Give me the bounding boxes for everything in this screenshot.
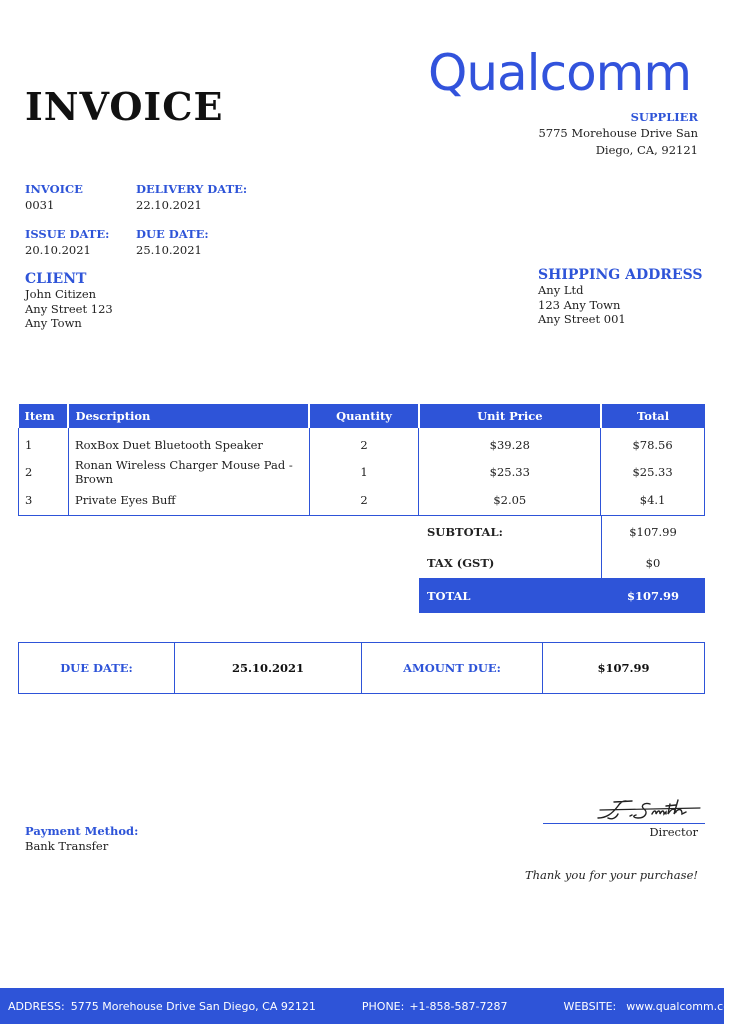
due-box-amount-label: AMOUNT DUE: [362,643,543,693]
footer-address-value: 5775 Morehouse Drive San Diego, CA 92121 [70,999,316,1013]
tax-row [419,547,705,578]
footer-website-value[interactable]: www.qualcomm.com [626,999,741,1013]
delivery-date-value: 22.10.2021 [136,198,202,212]
payment-method-label: Payment Method: [25,824,139,838]
payment-method-value: Bank Transfer [25,839,109,853]
client-label: CLIENT [25,271,87,287]
due-box-date-label: DUE DATE: [19,643,175,693]
client-line: Any Town [25,316,82,330]
footer-website-label: WEBSITE: [563,999,617,1013]
signature-image [592,796,704,824]
totals-block [419,516,705,613]
cell-total: $4.1 [639,493,666,508]
due-box-date-value: 25.10.2021 [175,643,362,693]
col-header-quantity: Quantity [309,404,419,428]
col-header-description: Description [68,404,309,428]
due-box-amount-value: $107.99 [597,661,650,675]
thank-you-note: Thank you for your purchase! [524,868,698,882]
items-table [18,404,705,516]
supplier-address-line1: 5775 Morehouse Drive San [538,126,698,140]
invoice-number-value: 0031 [25,198,55,212]
total-label: TOTAL [427,588,471,603]
footer-phone-label: PHONE: [361,999,405,1013]
cell-quantity: 2 [309,428,419,457]
total-row [419,578,705,613]
table-row [19,486,705,515]
cell-item: 2 [19,457,69,486]
invoice-number-label: INVOICE [25,182,83,196]
col-header-item: Item [19,404,69,428]
issue-date-value: 20.10.2021 [25,243,91,257]
issue-date-label: ISSUE DATE: [25,227,110,241]
subtotal-value: $107.99 [629,524,677,539]
payment-block [25,824,138,854]
client-block [25,271,113,331]
shipping-block [538,267,702,327]
due-date-label: DUE DATE: [136,227,209,241]
table-header-row [19,404,705,428]
shipping-line: Any Ltd [538,283,584,297]
cell-description: Private Eyes Buff [68,486,309,515]
table-row [19,428,705,457]
subtotal-row [419,516,705,547]
due-date-block [136,227,209,258]
client-line: Any Street 123 [25,301,113,316]
delivery-date-block [136,182,247,213]
supplier-label: SUPPLIER [630,110,698,124]
cell-unit-price: $2.05 [419,486,601,515]
shipping-line: Any Street 001 [538,312,626,326]
cell-total: $25.33 [632,464,673,479]
tax-value: $0 [645,555,661,570]
cell-total: $78.56 [632,437,673,452]
signature-role: Director [649,825,698,839]
totals-divider [601,516,602,578]
shipping-line: 123 Any Town [538,297,621,312]
cell-item: 1 [19,428,69,457]
footer-address-label: ADDRESS: [8,999,65,1013]
col-header-total: Total [601,404,705,428]
shipping-label: SHIPPING ADDRESS [538,267,703,283]
cell-unit-price: $25.33 [419,457,601,486]
qualcomm-logo [428,44,708,102]
issue-date-block [25,227,109,258]
cell-item: 3 [19,486,69,515]
invoice-number-block [25,182,83,213]
tax-label: TAX (GST) [427,555,495,570]
subtotal-label: SUBTOTAL: [427,524,503,539]
signature-line [543,823,705,824]
cell-quantity: 2 [309,486,419,515]
table-row [19,457,705,486]
supplier-block [538,110,698,157]
cell-description: Ronan Wireless Charger Mouse Pad - Brown [68,457,309,486]
client-line: John Citizen [25,287,97,301]
supplier-address-line2: Diego, CA, 92121 [595,142,698,157]
cell-unit-price: $39.28 [419,428,601,457]
total-value: $107.99 [626,588,679,603]
amount-due-box [18,642,705,694]
footer-bar [0,988,741,1024]
delivery-date-label: DELIVERY DATE: [136,182,248,196]
cell-quantity: 1 [309,457,419,486]
due-date-value: 25.10.2021 [136,243,202,257]
col-header-unit-price: Unit Price [419,404,601,428]
footer-phone-value: +1-858-587-7287 [409,999,508,1013]
logo-text: Qualcomm [428,44,692,102]
cell-description: RoxBox Duet Bluetooth Speaker [68,428,309,457]
page-title: INVOICE [25,84,224,129]
